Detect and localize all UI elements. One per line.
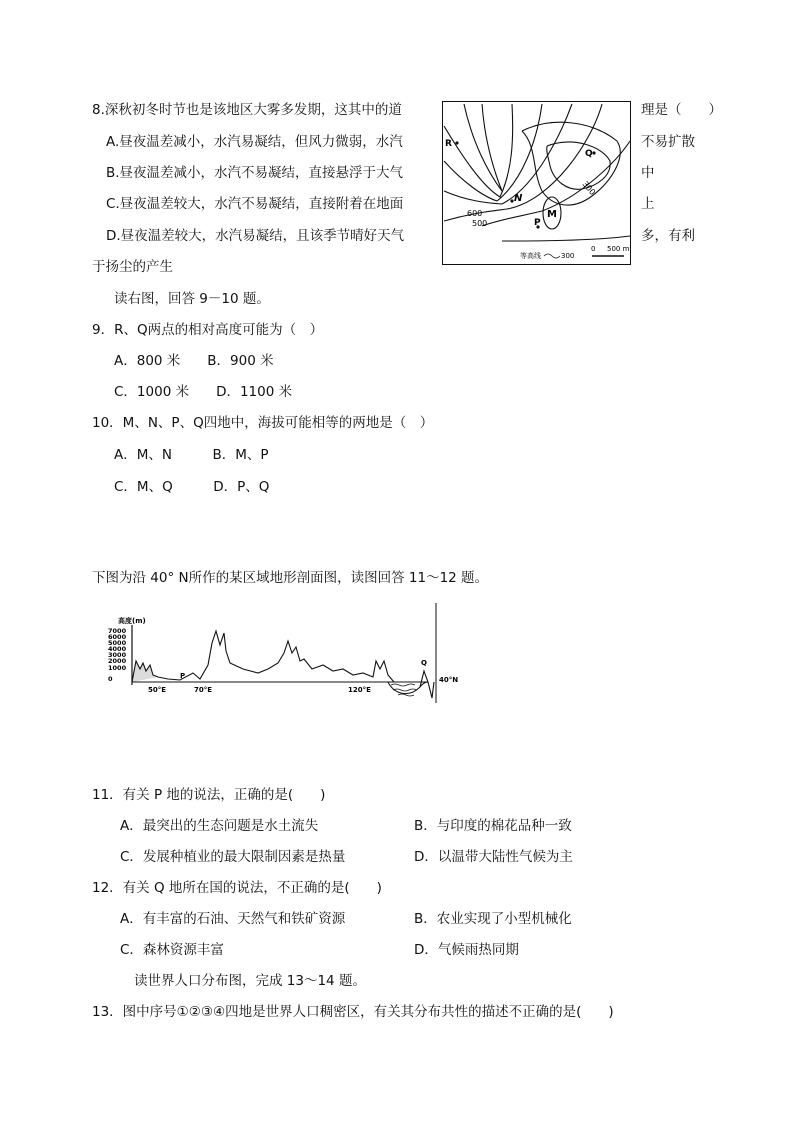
- legend-value: 300: [561, 252, 575, 260]
- q8-option-b: B.昼夜温差减小，水汽不易凝结，直接悬浮于大气: [106, 165, 404, 181]
- point-n-label: N: [514, 193, 523, 204]
- point-m-label: M: [547, 209, 557, 220]
- q11-option-d: D．以温带大陆性气候为主: [414, 849, 573, 865]
- q12-option-c: C．森林资源丰富: [120, 942, 224, 958]
- q8-continuation: 于扬尘的产生: [92, 259, 173, 275]
- profile-intro: 下图为沿 40° N所作的某区域地形剖面图，读图回答 11～12 题。: [92, 570, 489, 586]
- q12-option-b: B．农业实现了小型机械化: [414, 911, 572, 927]
- legend-text: 等高线: [520, 252, 541, 260]
- x-label-50e: 50°E: [148, 686, 167, 694]
- q9-options-ab: A．800 米 B．900 米: [114, 353, 274, 369]
- q12-option-a: A．有丰富的石油、天然气和铁矿资源: [120, 911, 346, 927]
- contour-label-300: 300: [580, 179, 598, 197]
- x-label-70e: 70°E: [194, 686, 213, 694]
- point-q-label: Q: [585, 149, 593, 159]
- q8-stem-continuation: 理是（ ）: [641, 102, 722, 118]
- contour-map: [442, 101, 631, 265]
- y-tick-6000: 6000: [108, 633, 127, 641]
- q8-stem: 8.深秋初冬时节也是该地区大雾多发期，这其中的道: [92, 102, 402, 118]
- q12-option-d: D．气候雨热同期: [414, 942, 519, 958]
- q11-option-c: C．发展种植业的最大限制因素是热量: [120, 849, 346, 865]
- y-tick-2000: 2000: [108, 657, 127, 665]
- scale-end: 500 m: [607, 245, 630, 253]
- q8-option-c-tail: 上: [641, 196, 655, 212]
- y-tick-1000: 1000: [108, 664, 127, 672]
- scale-zero: 0: [591, 245, 596, 253]
- lat-label-40n: 40°N: [439, 676, 459, 684]
- q10-stem: 10．M、N、P、Q四地中，海拔可能相等的两地是（ ）: [92, 415, 434, 431]
- q8-option-d: D.昼夜温差较大，水汽易凝结，且该季节晴好天气: [106, 228, 405, 244]
- q8-option-a-tail: 不易扩散: [641, 134, 695, 150]
- q8-option-c: C.昼夜温差较大，水汽不易凝结，直接附着在地面: [106, 196, 404, 212]
- q11-option-b: B．与印度的棉花品种一致: [414, 818, 572, 834]
- q10-options-ab: A．M、N B．M、P: [114, 447, 269, 463]
- point-r-label: R: [445, 139, 452, 149]
- q8-option-b-tail: 中: [641, 165, 655, 181]
- q13-stem: 13．图中序号①②③④四地是世界人口稠密区，有关其分布共性的描述不正确的是( ): [92, 1004, 614, 1020]
- y-tick-0: 0: [108, 675, 113, 683]
- q9-stem: 9．R、Q两点的相对高度可能为（ ）: [92, 322, 324, 338]
- y-tick-4000: 4000: [108, 645, 127, 653]
- read-right-instruction: 读右图，回答 9－10 题。: [114, 291, 270, 307]
- q9-options-cd: C．1000 米 D．1100 米: [114, 384, 293, 400]
- q11-stem: 11．有关 P 地的说法，正确的是( ): [92, 787, 326, 803]
- contour-label-600: 600: [467, 209, 483, 218]
- y-tick-7000: 7000: [108, 627, 127, 635]
- q8-option-d-tail: 多，有利: [641, 228, 695, 244]
- q12-stem: 12．有关 Q 地所在国的说法，不正确的是( ): [92, 880, 382, 896]
- contour-label-500: 500: [472, 219, 488, 228]
- q10-options-cd: C．M、Q D．P、Q: [114, 479, 270, 495]
- profile-y-title: 高度(m): [118, 617, 146, 625]
- read-world-instruction: 读世界人口分布图，完成 13～14 题。: [134, 973, 366, 989]
- profile-point-p: P: [180, 672, 186, 680]
- terrain-profile: [108, 603, 468, 703]
- y-tick-5000: 5000: [108, 639, 127, 647]
- profile-point-q: Q: [421, 659, 427, 667]
- q8-option-a: A.昼夜温差减小，水汽易凝结，但风力微弱，水汽: [106, 134, 403, 150]
- point-p-label: P: [534, 218, 541, 228]
- x-label-120e: 120°E: [348, 686, 371, 694]
- q11-option-a: A．最突出的生态问题是水土流失: [120, 818, 319, 834]
- y-tick-3000: 3000: [108, 651, 127, 659]
